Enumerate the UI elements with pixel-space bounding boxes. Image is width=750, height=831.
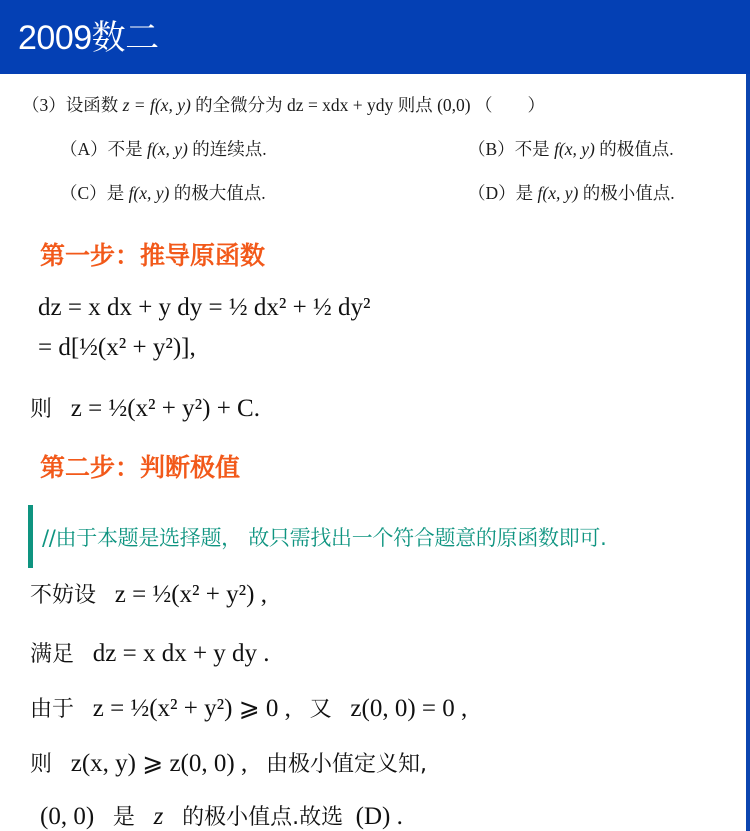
line-math: z(x, y) ⩾ z(0, 0) , [70,750,248,777]
line-prefix: 由于 [30,697,75,722]
equation-prefix: 则 [30,397,53,422]
option-suffix: 的极小值点. [582,183,675,203]
option-func: f(x, y) [537,183,579,203]
option-func: f(x, y) [554,139,595,159]
solution-line-2 [30,637,270,668]
note-text: //由于本题是选择题， 故只需找出一个符合题意的原函数即可. [42,526,607,550]
question-number: （3） [22,95,66,115]
option-label: （C） [60,183,107,203]
option-suffix: 的连续点. [192,139,267,159]
stem-prefix: 设函数 [65,95,119,115]
line-prefix: 则 [30,752,53,777]
line-prefix: 不妨设 [30,583,97,608]
stem-mid: 的全微分为 [195,95,283,115]
note-accent-bar [28,505,33,568]
option-label: （B） [468,139,515,159]
equation-text: = d[½(x² + y²)], [38,334,196,361]
option-a [60,136,267,161]
option-label: （A） [60,139,108,159]
line-mid: 是 [112,805,135,830]
line-prefix: 满足 [30,642,75,667]
line-math: z(0, 0) = 0 , [350,695,468,722]
option-suffix: 的极值点. [599,139,674,159]
line-math: z [153,803,164,830]
option-func: f(x, y) [147,139,188,159]
line-mid: 的极小值点.故选 [182,805,344,830]
right-border [746,74,750,831]
line-math: z = ½(x² + y²) ⩾ 0 , [92,695,291,722]
line-mid: 又 [309,697,332,722]
equation-line-1 [38,294,370,322]
solution-line-5 [40,800,403,831]
option-d [468,180,675,205]
stem-point: (0,0) [437,95,471,115]
stem-differential: dz = xdx + ydy [287,95,394,115]
option-label: （D） [468,183,516,203]
option-prefix: 不是 [514,139,550,159]
equation-text: dz = x dx + y dy = ½ dx² + ½ dy² [38,294,371,321]
option-suffix: 的极大值点. [173,183,266,203]
stem-suffix: 则点 [397,95,433,115]
question-stem [22,92,545,117]
equation-line-3 [30,392,260,423]
header-bar [0,0,750,74]
solution-line-4 [30,747,427,778]
option-prefix: 是 [106,183,125,203]
option-prefix: 是 [515,183,534,203]
option-func: f(x, y) [128,183,170,203]
line-suffix: 由极小值定义知, [265,752,427,777]
stem-function: z = f(x, y) [122,95,191,115]
option-c [60,180,266,205]
line-math: dz = x dx + y dy . [92,640,270,667]
answer-choice: (D) . [355,803,403,830]
equation-line-2 [38,334,196,362]
option-b [468,136,674,161]
option-prefix: 不是 [107,139,143,159]
step1-heading: 第一步：推导原函数 [40,241,266,270]
solution-line-1 [30,578,267,609]
line-math: z = ½(x² + y²) , [114,581,267,608]
step2-heading: 第二步：判断极值 [40,453,241,482]
line-math: (0, 0) [40,803,95,830]
equation-text: z = ½(x² + y²) + C. [70,395,260,422]
answer-blank: （ ） [474,95,545,115]
page-title: 2009数二 [18,19,159,57]
solution-line-3 [30,692,467,723]
